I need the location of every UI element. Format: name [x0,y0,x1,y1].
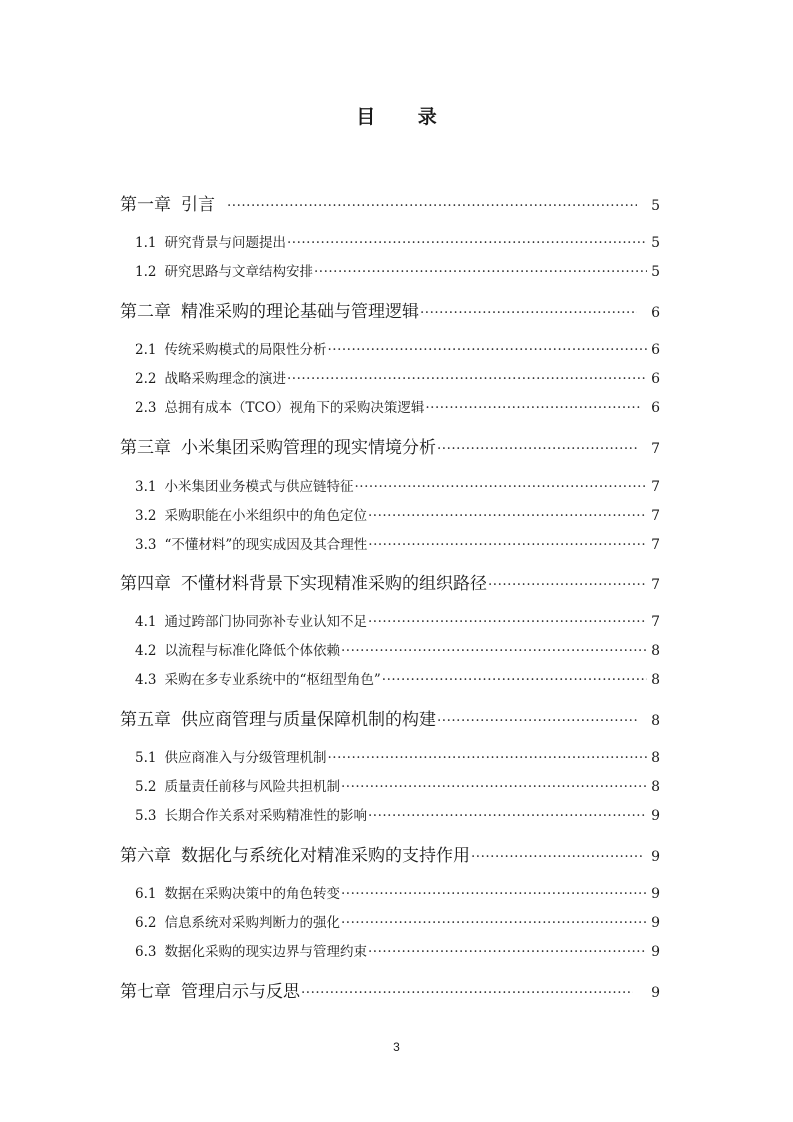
toc-chapter-4[interactable] [120,572,660,597]
chapter-title: 数据化与系统化对精准采购的支持作用 [181,846,470,866]
page-ref: 6 [651,342,660,358]
page-ref: 9 [651,944,660,960]
section-number: 3.2 [135,508,157,524]
page-ref: 9 [651,849,660,865]
toc-section-4-1[interactable] [135,612,660,632]
dot-leader [341,884,647,904]
chapter-number: 第七章 [120,982,171,1002]
dot-leader [341,777,647,797]
page-number: 3 [393,1040,400,1054]
page-ref: 5 [651,264,660,280]
section-number: 1.2 [135,264,157,280]
toc-chapter-6[interactable] [120,844,660,869]
dot-leader [368,806,647,826]
dot-leader [227,194,637,218]
page-ref: 9 [651,808,660,824]
chapter-number: 第五章 [120,710,171,730]
section-number: 5.2 [135,779,157,795]
toc-section-2-1[interactable] [135,340,660,360]
toc-section-6-2[interactable] [135,913,660,933]
toc-section-1-2[interactable] [135,262,660,282]
page-ref: 8 [651,713,660,729]
section-title: 采购在多专业系统中的“枢纽型角色” [164,672,381,688]
section-number: 6.1 [135,886,157,902]
chapter-number: 第三章 [120,438,171,458]
section-number: 3.3 [135,537,157,553]
chapter-title: 小米集团采购管理的现实情境分析 [181,438,436,458]
page-ref: 8 [651,643,660,659]
dot-leader [341,913,647,933]
chapter-number: 第一章 [120,195,171,215]
toc-section-1-1[interactable] [135,233,660,253]
section-number: 2.2 [135,371,157,387]
dot-leader [327,340,647,360]
chapter-title: 供应商管理与质量保障机制的构建 [181,710,436,730]
section-title: 战略采购理念的演进 [164,371,286,387]
page-ref: 7 [651,537,660,553]
page-ref: 7 [651,508,660,524]
section-number: 1.1 [135,235,157,251]
section-title: 数据化采购的现实边界与管理约束 [164,944,367,960]
section-title: 传统采购模式的局限性分析 [164,342,327,358]
section-title: 质量责任前移与风险共担机制 [164,779,340,795]
dot-leader [437,709,637,733]
dot-leader [368,535,647,555]
dot-leader [488,573,647,597]
chapter-number: 第六章 [120,846,171,866]
chapter-title: 引言 [181,195,215,215]
dot-leader [471,845,643,869]
section-number: 4.3 [135,672,157,688]
chapter-number: 第二章 [120,302,171,322]
page-ref: 5 [651,198,660,214]
dot-leader [420,301,637,325]
dot-leader [354,477,647,497]
dot-leader [287,369,647,389]
toc-section-5-3[interactable] [135,806,660,826]
section-title: “不懂材料”的现实成因及其合理性 [164,537,368,553]
toc-section-5-2[interactable] [135,777,660,797]
section-title: 以流程与标准化降低个体依赖 [164,643,340,659]
dot-leader [368,612,647,632]
toc-section-2-3[interactable] [135,398,660,418]
section-title: 研究思路与文章结构安排 [164,264,313,280]
toc-chapter-1[interactable] [120,193,660,218]
page-ref: 6 [651,305,660,321]
toc-section-6-1[interactable] [135,884,660,904]
section-title: 长期合作关系对采购精准性的影响 [164,808,367,824]
chapter-number: 第四章 [120,574,171,594]
page-ref: 7 [651,441,660,457]
toc-section-5-1[interactable] [135,748,660,768]
toc-section-6-3[interactable] [135,942,660,962]
dot-leader [314,262,647,282]
section-title: 通过跨部门协同弥补专业认知不足 [164,614,367,630]
dot-leader [425,398,641,418]
section-title: 采购职能在小米组织中的角色定位 [164,508,367,524]
dot-leader [382,670,647,690]
toc-section-2-2[interactable] [135,369,660,389]
section-title: 研究背景与问题提出 [164,235,286,251]
chapter-title: 管理启示与反思 [181,982,300,1002]
toc-section-4-3[interactable] [135,670,660,690]
section-title: 小米集团业务模式与供应链特征 [164,479,354,495]
toc-chapter-2[interactable] [120,300,660,325]
toc-chapter-5[interactable] [120,708,660,733]
page-ref: 9 [651,915,660,931]
page-ref: 5 [651,235,660,251]
page-ref: 8 [651,750,660,766]
page-ref: 8 [651,672,660,688]
section-number: 5.3 [135,808,157,824]
section-title: 数据在采购决策中的角色转变 [164,886,340,902]
dot-leader [437,437,637,461]
toc-section-3-3[interactable] [135,535,660,555]
page-ref: 6 [651,371,660,387]
toc-section-3-2[interactable] [135,506,660,526]
dot-leader [287,233,647,253]
section-title: 供应商准入与分级管理机制 [164,750,327,766]
toc-title: 目 录 [356,106,455,128]
section-title: 信息系统对采购判断力的强化 [164,915,340,931]
section-number: 4.1 [135,614,157,630]
toc-section-4-2[interactable] [135,641,660,661]
section-number: 5.1 [135,750,157,766]
section-number: 4.2 [135,643,157,659]
section-number: 6.3 [135,944,157,960]
section-number: 2.1 [135,342,157,358]
page-ref: 7 [651,479,660,495]
chapter-title: 精准采购的理论基础与管理逻辑 [181,302,419,322]
dot-leader [368,506,647,526]
page-ref: 8 [651,779,660,795]
page-ref: 9 [651,985,660,1001]
page-ref: 9 [651,886,660,902]
page-ref: 7 [651,577,660,593]
section-number: 6.2 [135,915,157,931]
dot-leader [301,981,633,1005]
section-number: 2.3 [135,400,157,416]
dot-leader [327,748,647,768]
toc-chapter-3[interactable] [120,436,660,461]
page-ref: 7 [651,614,660,630]
toc-chapter-7[interactable] [120,980,660,1005]
dot-leader [341,641,647,661]
section-number: 3.1 [135,479,157,495]
page-ref: 6 [651,400,660,416]
chapter-title: 不懂材料背景下实现精准采购的组织路径 [181,574,487,594]
section-title: 总拥有成本（TCO）视角下的采购决策逻辑 [164,400,425,416]
dot-leader [368,942,647,962]
toc-section-3-1[interactable] [135,477,660,497]
